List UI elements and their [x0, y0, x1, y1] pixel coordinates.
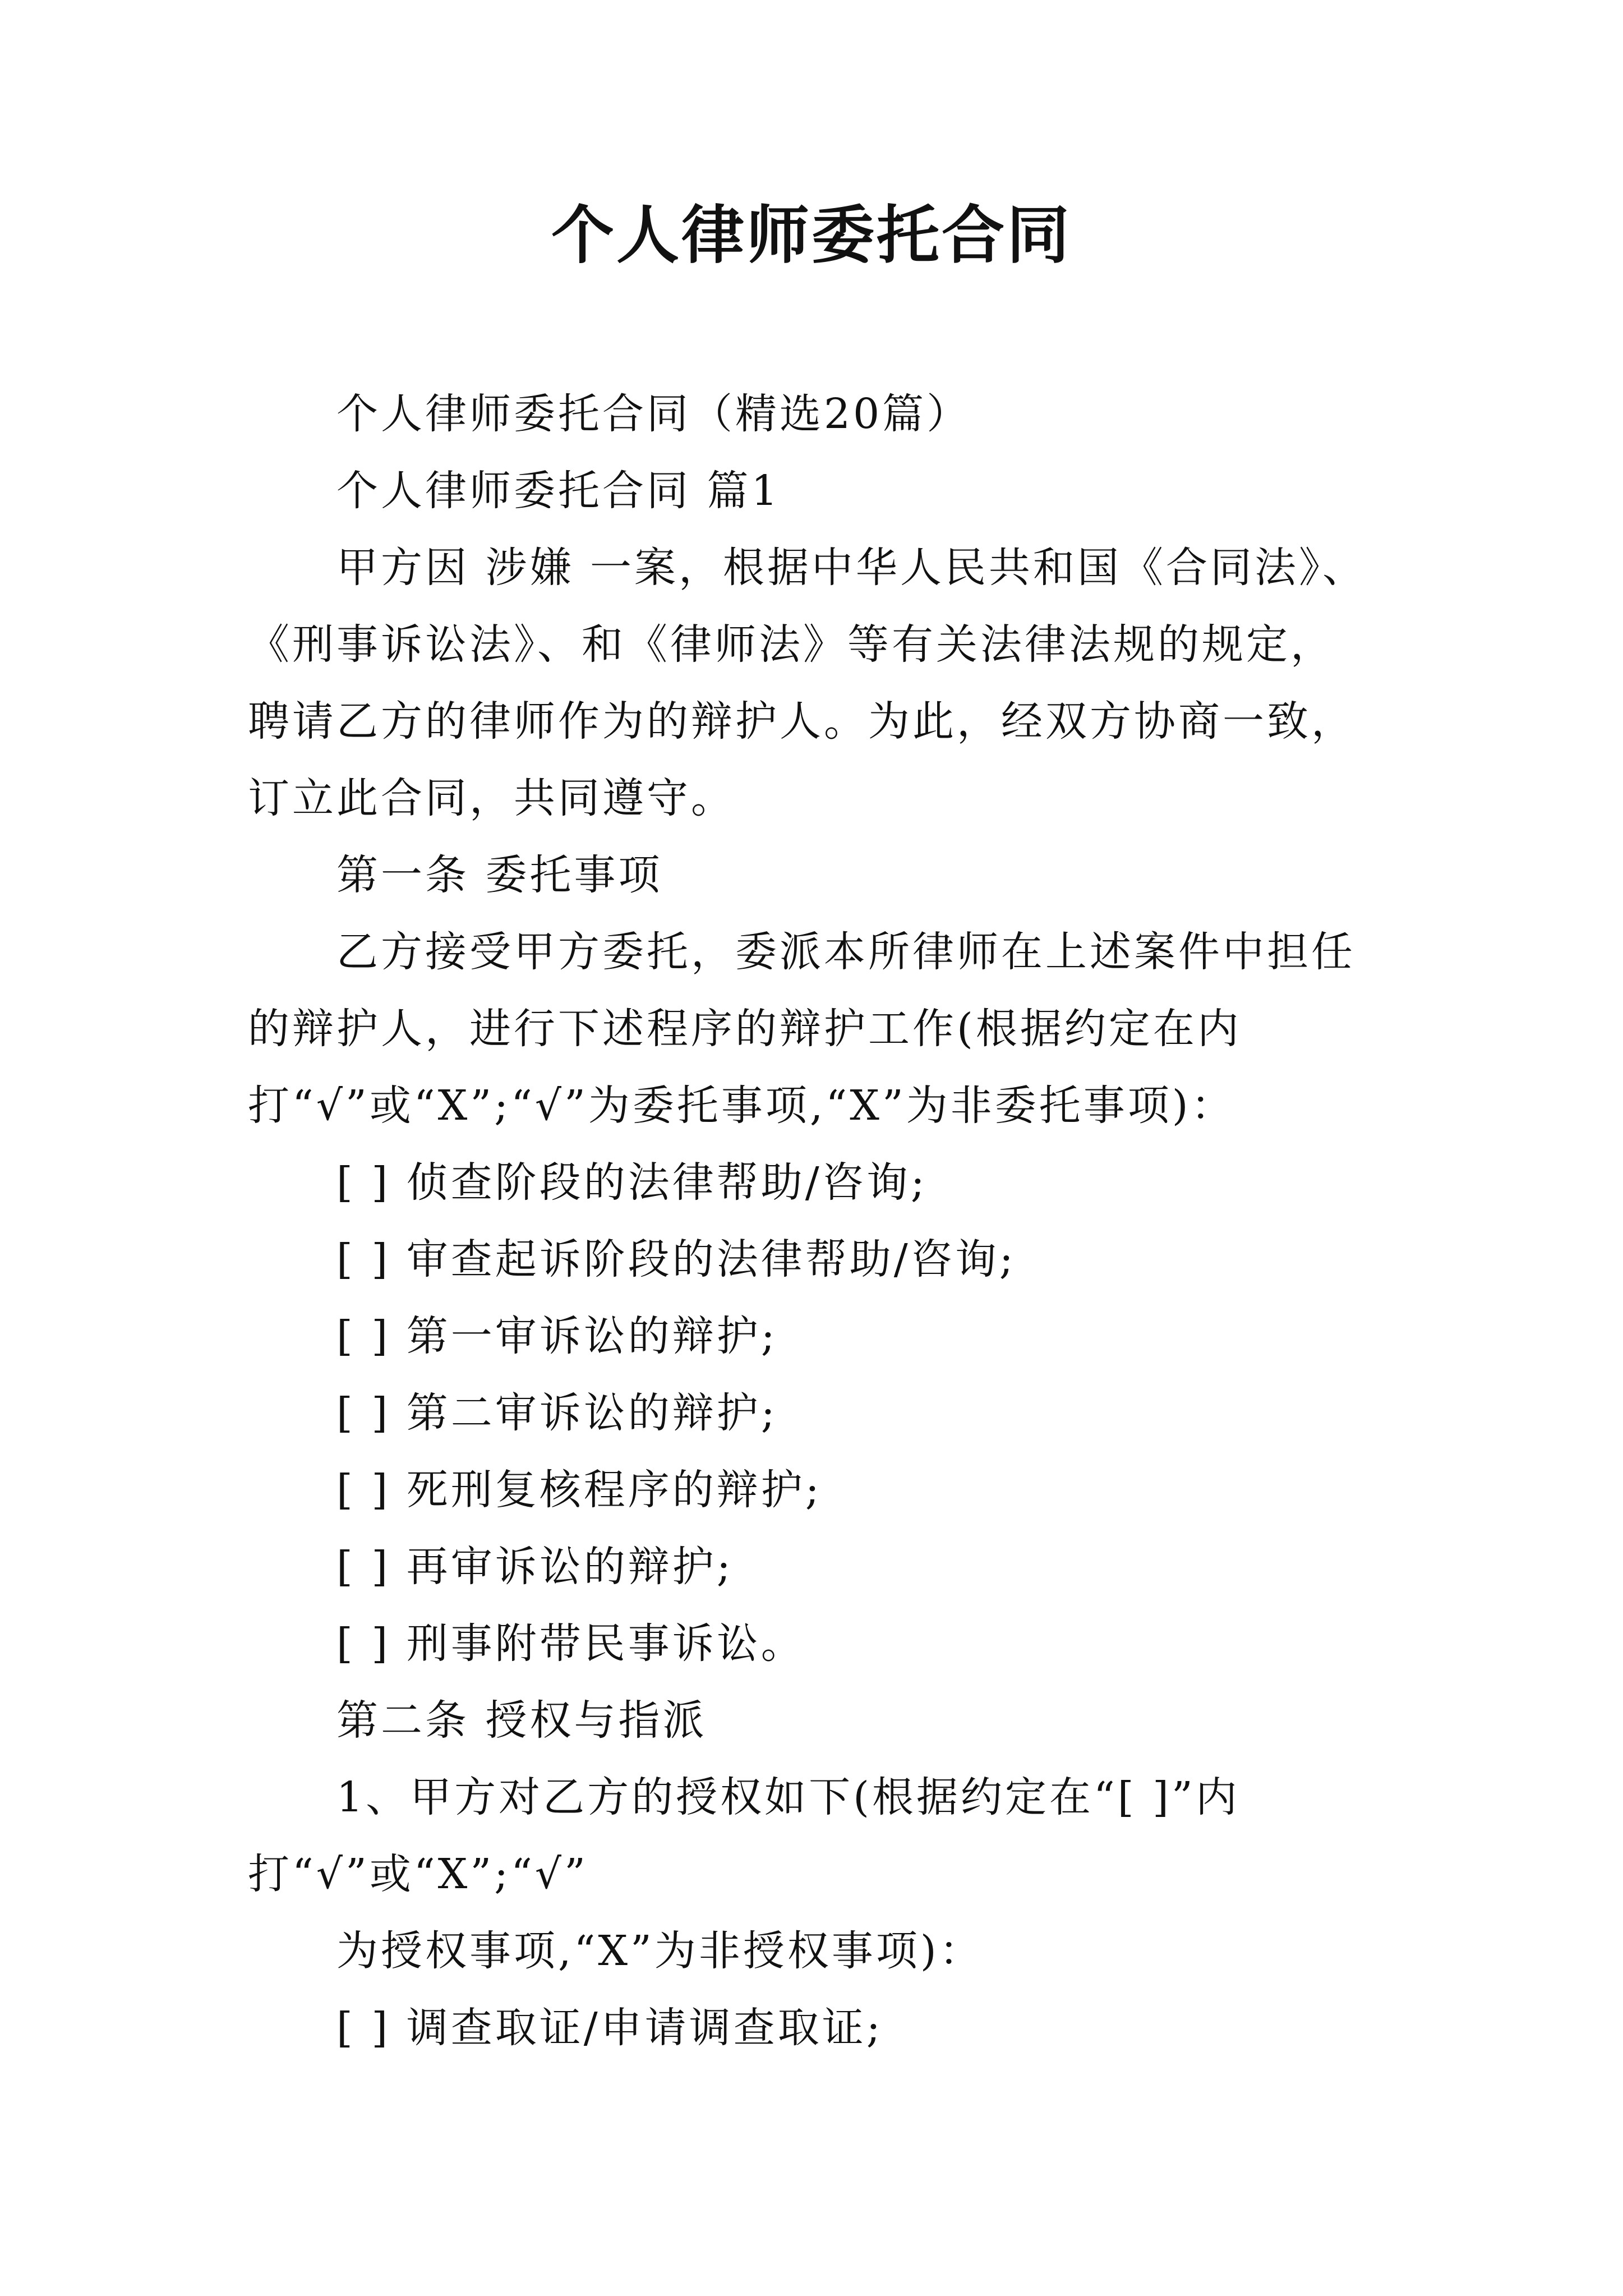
- article-heading: 第二条 授权与指派: [336, 1696, 707, 1745]
- section-heading: 个人律师委托合同 篇1: [336, 467, 781, 515]
- body-paragraph: 甲方因 涉嫌 一案，根据中华人民共和国《合同法》、《刑事诉讼法》、和《律师法》等有关法律法规的规定，聘请乙方的律师作为的辩护人。为此，经双方协商一致，订立此合同，共同遵守。: [248, 544, 1367, 822]
- checklist-item: [ ] 第一审诉讼的辩护;: [336, 1312, 778, 1360]
- checklist-item: [ ] 死刑复核程序的辩护;: [336, 1466, 822, 1514]
- checklist-item: [ ] 审查起诉阶段的法律帮助/咨询;: [336, 1235, 1016, 1283]
- checklist-item: [ ] 刑事附带民事诉讼。: [336, 1619, 805, 1668]
- document-body: [248, 376, 1375, 2067]
- article-heading: 第一条 委托事项: [336, 851, 663, 899]
- checklist-item: [ ] 侦查阶段的法律帮助/咨询;: [336, 1158, 928, 1207]
- document-title: 个人律师委托合同: [551, 199, 1072, 272]
- checklist-item: [ ] 调查取证/申请调查取证;: [336, 2004, 883, 2052]
- body-paragraph: 为授权事项,“X”为非授权事项)：: [336, 1927, 984, 1975]
- body-paragraph: 乙方接受甲方委托，委派本所律师在上述案件中担任的辩护人，进行下述程序的辩护工作(根据约定在内打“√”或“X”;“√”为委托事项,“X”为非委托事项)：: [248, 928, 1355, 1130]
- body-paragraph: 1、甲方对乙方的授权如下(根据约定在“[ ]”内打“√”或“X”;“√”: [248, 1773, 1240, 1898]
- checklist-item: [ ] 第二审诉讼的辩护;: [336, 1389, 778, 1437]
- subtitle-paragraph: 个人律师委托合同（精选20篇）: [336, 390, 971, 438]
- checklist-item: [ ] 再审诉讼的辩护;: [336, 1543, 734, 1591]
